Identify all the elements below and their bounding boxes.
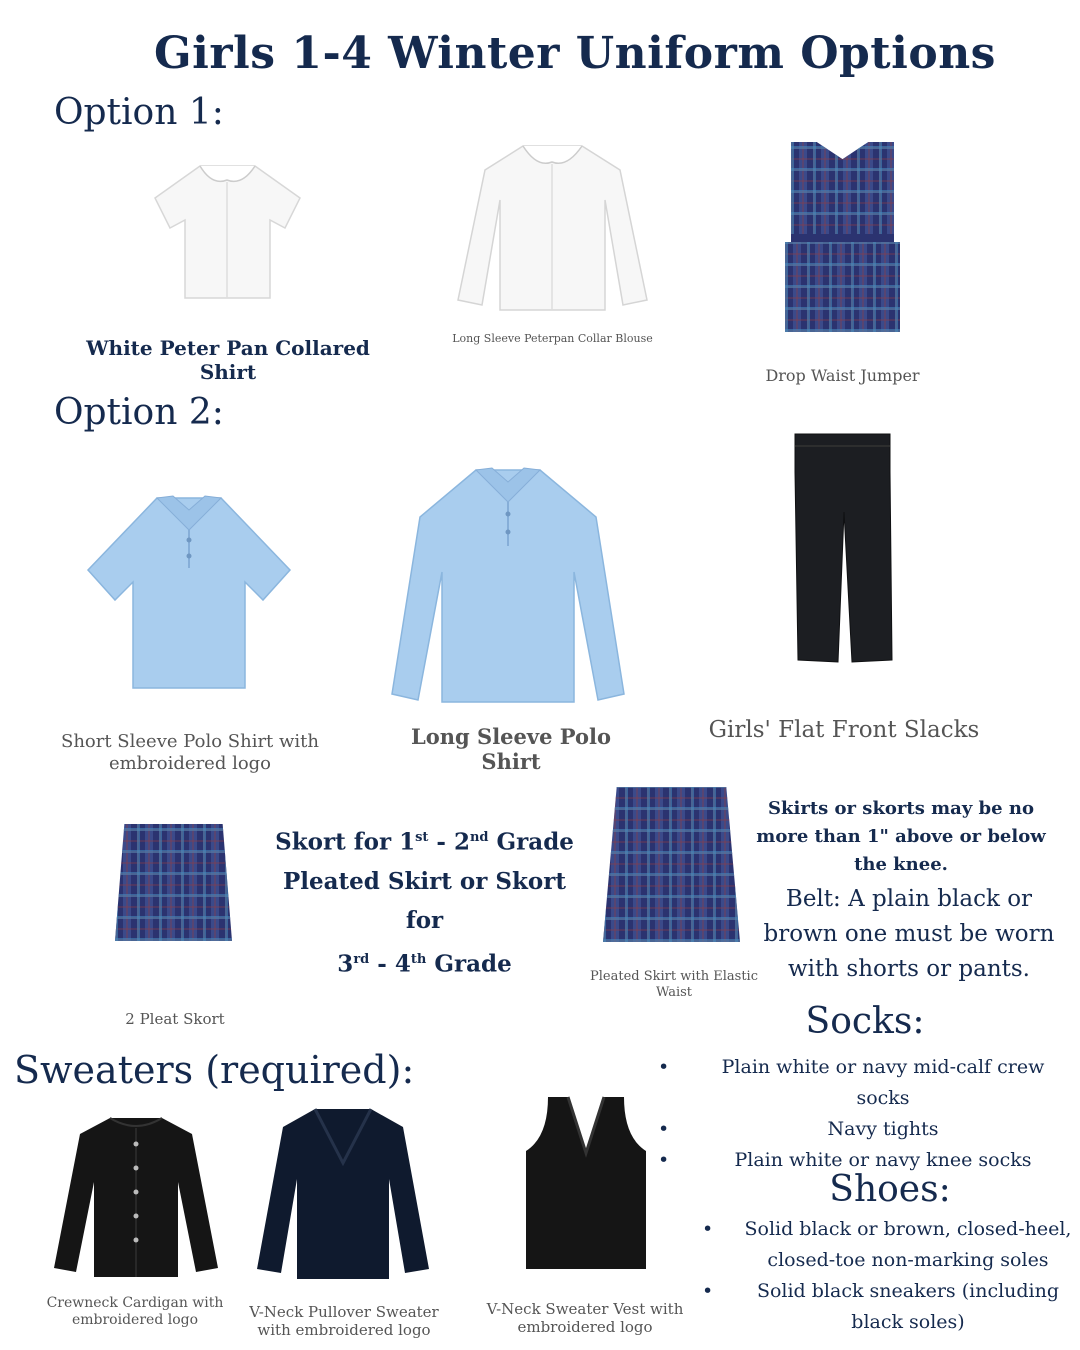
item-label: Drop Waist Jumper bbox=[765, 366, 920, 385]
skort-image bbox=[115, 824, 232, 941]
flat-front-slacks-image bbox=[790, 432, 895, 667]
shoes-heading: Shoes: bbox=[829, 1169, 951, 1210]
short-sleeve-polo-image bbox=[85, 490, 293, 690]
item-label: Pleated Skirt with Elastic Waist bbox=[590, 969, 758, 1000]
item-label: Short Sleeve Polo Shirt with embroidered logo bbox=[60, 731, 320, 774]
socks-heading: Socks: bbox=[805, 1001, 925, 1042]
pullover-sweater-image bbox=[255, 1103, 431, 1281]
item-label: 2 Pleat Skort bbox=[125, 1010, 225, 1028]
long-sleeve-polo-image bbox=[386, 462, 630, 707]
list-item: • Navy tights bbox=[694, 1114, 1072, 1145]
socks-list bbox=[694, 1052, 1072, 1176]
list-item: • Plain white or navy knee socks bbox=[694, 1145, 1072, 1176]
sweaters-heading: Sweaters (required): bbox=[14, 1048, 415, 1092]
item-label: White Peter Pan Collared Shirt bbox=[86, 336, 370, 384]
list-item: • Solid black sneakers (including black soles) bbox=[738, 1276, 1078, 1338]
item-label: Long Sleeve Peterpan Collar Blouse bbox=[452, 332, 653, 345]
item-label: Girls' Flat Front Slacks bbox=[708, 717, 980, 743]
option2-heading: Option 2: bbox=[54, 392, 224, 433]
item-label: V-Neck Sweater Vest with embroidered logo bbox=[486, 1300, 684, 1336]
belt-rule: Belt: A plain black or brown one must be worn with shorts or pants. bbox=[763, 886, 1055, 982]
cardigan-image bbox=[52, 1112, 220, 1282]
drop-waist-jumper-image bbox=[785, 142, 900, 332]
short-sleeve-blouse-image bbox=[150, 158, 305, 303]
item-label: V-Neck Pullover Sweater with embroidered logo bbox=[249, 1303, 439, 1339]
pleated-skirt-image bbox=[603, 787, 740, 942]
page-title: Girls 1-4 Winter Uniform Options bbox=[154, 28, 996, 79]
long-sleeve-blouse-image bbox=[455, 140, 650, 315]
item-label: Long Sleeve Polo Shirt bbox=[411, 724, 611, 775]
sweater-vest-image bbox=[520, 1093, 652, 1271]
skort-grade-note: Skort for 1st - 2nd Grade Pleated Skirt or Skort for 3rd - 4th Grade bbox=[275, 828, 574, 978]
item-label: Crewneck Cardigan with embroidered logo bbox=[46, 1295, 224, 1328]
option1-heading: Option 1: bbox=[54, 92, 224, 133]
shoes-list bbox=[738, 1214, 1078, 1338]
list-item: • Plain white or navy mid-calf crew socks bbox=[694, 1052, 1072, 1114]
list-item: • Solid black or brown, closed-heel, closed-toe non-marking soles bbox=[738, 1214, 1078, 1276]
skirt-length-rule: Skirts or skorts may be no more than 1" above or below the knee. bbox=[756, 798, 1046, 875]
